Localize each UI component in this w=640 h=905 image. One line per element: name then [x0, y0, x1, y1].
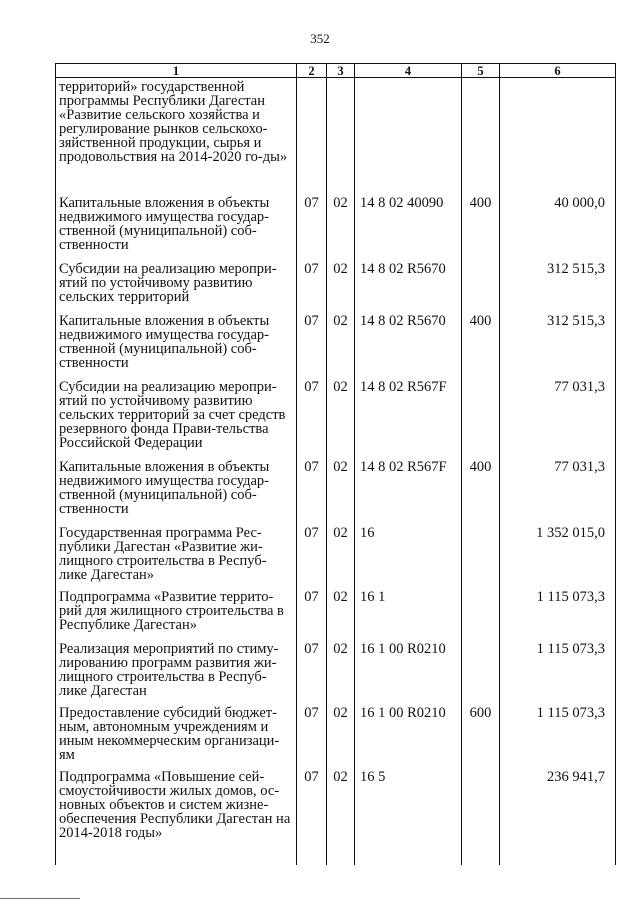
column-header-2: 2 — [297, 64, 327, 78]
row-target-code: 16 — [355, 522, 462, 586]
row-amount: 1 115 073,3 — [500, 702, 616, 766]
row-subsection: 02 — [327, 456, 355, 522]
row-target-code: 16 1 00 R0210 — [355, 638, 462, 702]
row-target-code: 14 8 02 R567F — [355, 456, 462, 522]
row-section: 07 — [297, 258, 327, 310]
row-expense-type — [462, 638, 500, 702]
row-section: 07 — [297, 638, 327, 702]
continuation-text: территорий» государственной программы Республики Дагестан «Развитие сельского хозяйства и регулирование рынков сельскохо-зяйственной продукции, сырья и продовольствия на 2014-2020 го-ды» — [56, 78, 297, 193]
row-section: 07 — [297, 192, 327, 258]
footer-rule — [0, 898, 80, 899]
row-subsection: 02 — [327, 586, 355, 638]
row-expense-type — [462, 376, 500, 456]
row-name: Капитальные вложения в объекты недвижимого имущества государ-ственной (муниципальной) соб-ственности — [56, 192, 297, 258]
column-header-1: 1 — [56, 64, 297, 78]
row-name: Реализация мероприятий по стиму-лированию программ развития жи-лищного строительства в Респуб-лике Дагестан — [56, 638, 297, 702]
table-row-continuation — [56, 78, 616, 193]
row-target-code: 14 8 02 40090 — [355, 192, 462, 258]
row-name: Государственная программа Рес-публики Дагестан «Развитие жи-лищного строительства в Респуб-лике Дагестан» — [56, 522, 297, 586]
table-row — [56, 192, 616, 258]
row-subsection: 02 — [327, 638, 355, 702]
row-expense-type — [462, 258, 500, 310]
row-amount: 77 031,3 — [500, 456, 616, 522]
table-row — [56, 638, 616, 702]
column-header-5: 5 — [462, 64, 500, 78]
table-row — [56, 586, 616, 638]
row-amount: 1 115 073,3 — [500, 638, 616, 702]
row-name: Подпрограмма «Развитие террито-рий для жилищного строительства в Республике Дагестан» — [56, 586, 297, 638]
row-section: 07 — [297, 310, 327, 376]
row-amount: 77 031,3 — [500, 376, 616, 456]
row-subsection: 02 — [327, 310, 355, 376]
row-section: 07 — [297, 522, 327, 586]
row-expense-type: 400 — [462, 310, 500, 376]
row-target-code: 16 1 00 R0210 — [355, 702, 462, 766]
row-target-code: 14 8 02 R5670 — [355, 258, 462, 310]
row-amount: 1 115 073,3 — [500, 586, 616, 638]
page-number: 352 — [310, 31, 330, 46]
row-name: Субсидии на реализацию меропри-ятий по устойчивому развитию сельских территорий — [56, 258, 297, 310]
row-name: Предоставление субсидий бюджет-ным, автономным учреждениям и иным некоммерческим организаци-ям — [56, 702, 297, 766]
column-header-3: 3 — [327, 64, 355, 78]
row-subsection: 02 — [327, 702, 355, 766]
row-expense-type: 400 — [462, 192, 500, 258]
column-header-6: 6 — [500, 64, 616, 78]
row-target-code: 14 8 02 R5670 — [355, 310, 462, 376]
row-expense-type — [462, 522, 500, 586]
row-subsection: 02 — [327, 258, 355, 310]
row-subsection: 02 — [327, 192, 355, 258]
row-section: 07 — [297, 376, 327, 456]
row-expense-type: 400 — [462, 456, 500, 522]
row-target-code: 14 8 02 R567F — [355, 376, 462, 456]
row-amount: 312 515,3 — [500, 258, 616, 310]
table-row — [56, 456, 616, 522]
row-section: 07 — [297, 456, 327, 522]
row-amount: 312 515,3 — [500, 310, 616, 376]
row-amount: 40 000,0 — [500, 192, 616, 258]
row-subsection: 02 — [327, 376, 355, 456]
row-amount: 236 941,7 — [500, 766, 616, 865]
row-section: 07 — [297, 702, 327, 766]
row-subsection: 02 — [327, 766, 355, 865]
row-name: Капитальные вложения в объекты недвижимого имущества государ-ственной (муниципальной) соб-ственности — [56, 456, 297, 522]
table-row — [56, 310, 616, 376]
row-name: Капитальные вложения в объекты недвижимого имущества государ-ственной (муниципальной) соб-ственности — [56, 310, 297, 376]
table-row — [56, 522, 616, 586]
row-expense-type — [462, 766, 500, 865]
table-row — [56, 702, 616, 766]
row-expense-type — [462, 586, 500, 638]
row-section: 07 — [297, 766, 327, 865]
row-target-code: 16 1 — [355, 586, 462, 638]
budget-table — [55, 63, 616, 865]
table-header-row — [56, 64, 616, 78]
row-section: 07 — [297, 586, 327, 638]
row-target-code: 16 5 — [355, 766, 462, 865]
row-expense-type: 600 — [462, 702, 500, 766]
row-name: Подпрограмма «Повышение сей-смоустойчивости жилых домов, ос-новных объектов и систем жизне-обеспечения Республики Дагестан на 2014-2018 годы» — [56, 766, 297, 865]
row-subsection: 02 — [327, 522, 355, 586]
table-row — [56, 258, 616, 310]
row-name: Субсидии на реализацию меропри-ятий по устойчивому развитию сельских территорий за счет средств резервного фонда Прави-тельства Российской Федерации — [56, 376, 297, 456]
column-header-4: 4 — [355, 64, 462, 78]
row-amount: 1 352 015,0 — [500, 522, 616, 586]
table-row — [56, 766, 616, 865]
table-row — [56, 376, 616, 456]
